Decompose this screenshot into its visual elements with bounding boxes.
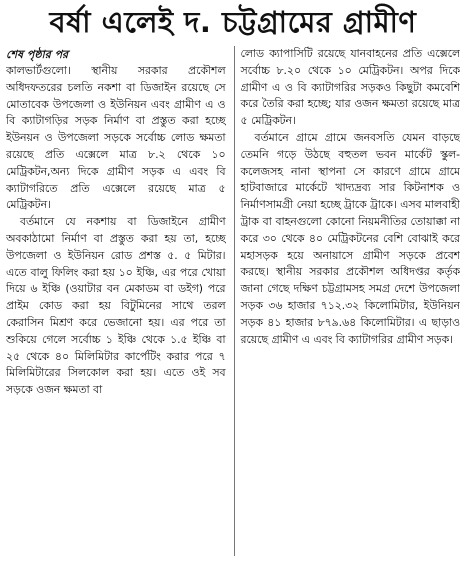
- continued-from-label: শেষ পৃষ্ঠার পর: [6, 48, 69, 61]
- article-body: [6, 46, 460, 556]
- paragraph: বর্তমানে যে নকশায় বা ডিজাইনে গ্রামীণ অবকাঠামো নির্মাণ বা প্রস্তুত করা হয় তা, হচ্ছে উপজেলা ও ইউনিয়ন রোড প্রশস্ত ৫. ৫ মিটার। এতে বালু ফিলিং করা হয় ১০ ইঞ্চি, এর পরে খোয়া দিয়ে ৬ ইঞ্চি (ওয়াটার বন মেকাডম বা ডইগ) পরে প্রাইম কোড করা হয় বিটুমিনের সাথে তরল কেরাসিন মিশ্রণ করে ভেজানো হয়। এর পরে তা শুকিয়ে গেলে সর্বোচ্চ ১ ইঞ্চি থেকে ১.৫ ইঞ্চি বা ২৫ থেকে ৪০ মিলিমিটার কার্পেটিং করার পরে ৭ মিলিমিটারের সিলকোল করা হয়। এতে ওই সব সড়কে ওজন ক্ষমতা বা: [6, 215, 226, 397]
- paragraph: বর্তমানে গ্রামে গ্রামে জনবসতি যেমন বাড়ছে তেমনি গড়ে উঠছে বহুতল ভবন মার্কেট স্কুল-কলেজসহ নানা স্থাপনা সে কারণে গ্রামে গ্রামে হাটবাজারে মার্কেটে খাদ্যদ্রব্য সার কিটনাশক ও নির্মাণসামগ্রী নেয়া হচ্ছে ট্রাকে ট্রাকে। এসব মালবাহী ট্রাক বা বাহনগুলো কোনো নিয়মনীতির তোয়াক্কা না করে ৩০ থেকে ৪০ মেট্রিকটনের বেশি বোঝাই করে মহাসড়ক হয়ে অনায়াসে গ্রামীণ সড়কে প্রবেশ করছে। স্থানীয় সরকার প্রকৌশল অধিদপ্তর কর্তৃক জানা গেছে দক্ষিণ চট্টগ্রামসহ সমগ্র দেশে উপজেলা সড়ক ৩৬ হাজার ৭১২.৩২ কিলোমিটার, ইউনিয়ন সড়ক ৪১ হাজার ৮৭৯.৬৪ কিলোমিটার। এ ছাড়াও রয়েছে গ্রামীণ এ এবং বি ক্যাটাগরির গ্রামীণ সড়ক।: [240, 130, 460, 346]
- left-column: [6, 46, 226, 556]
- paragraph: লোড ক্যাপাসিটি রয়েছে যানবাহনের প্রতি এক্সেলে সর্বোচ্চ ৮.২০ থেকে ১০ মেট্রিকটন। অপর দিকে গ্রামীণ এ ও বি ক্যাটাগরির সড়কও কিছুটা কমবেশি করে তৈরি করা হচ্ছে; যার ওজন ক্ষমতা রয়েছে মাত্র ৫ মেট্রিকটন।: [240, 47, 460, 128]
- paragraph: কালভার্টগুলো। স্থানীয় সরকার প্রকৌশল অধিদফতরের চলতি নকশা বা ডিজাইন রয়েছে সে মোতাবেক উপজেলা ও ইউনিয়ন এবং গ্রামীণ এ ও বি ক্যাটাগড়ির সড়ক নির্মাণ বা প্রস্তুত করা হচ্ছে ইউনয়ন ও উপজেলা সড়কে সর্বোচ্চ লোড ক্ষমতা রয়েছে প্রতি এক্সেলে মাত্র ৮.২ থেকে ১০ মেট্রিকটন,অন্য দিকে গ্রামীণ সড়ক এ এবং বি ক্যাটাগরিতে প্রতি এক্সেলে রয়েছে মাত্র ৫ মেট্রিকটন।: [6, 64, 226, 212]
- right-column: [234, 46, 461, 556]
- headline: বর্ষা এলেই দ. চট্টগ্রামের গ্রামীণ: [49, 5, 417, 39]
